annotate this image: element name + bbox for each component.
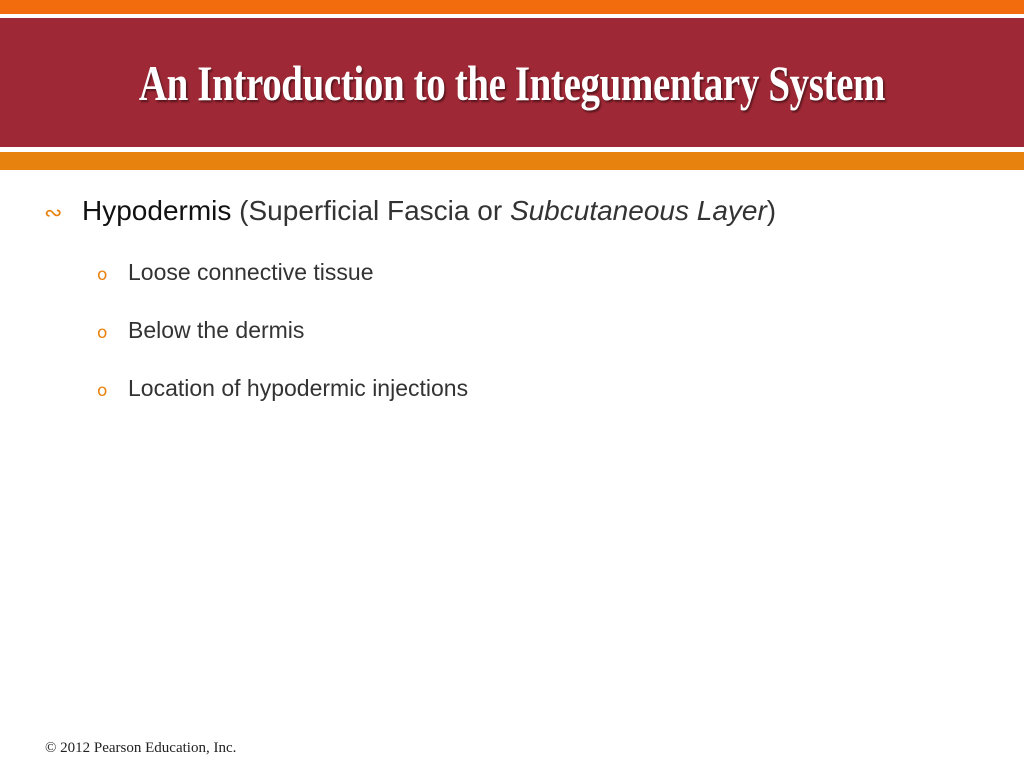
- sub-bullet-label: Below the dermis: [128, 317, 305, 343]
- bullet-hypodermis: [44, 194, 776, 228]
- paren-close: ): [766, 195, 777, 226]
- copyright-footer: © 2012 Pearson Education, Inc.: [45, 740, 237, 756]
- bullet-text-italic: Subcutaneous Layer: [509, 195, 767, 226]
- ornament-bullet-icon: ∾: [44, 201, 63, 226]
- sub-bullet-below-dermis: [97, 317, 304, 344]
- slide-title: An Introduction to the Integumentary System: [138, 54, 886, 111]
- sub-bullet-injections: [97, 375, 468, 402]
- bullet-text-part1: Superficial Fascia or: [248, 195, 510, 226]
- bullet-term: Hypodermis: [82, 195, 232, 226]
- sub-bullet-label: Location of hypodermic injections: [128, 375, 469, 401]
- sub-bullet-loose-connective: [97, 259, 374, 286]
- circle-bullet-icon: o: [97, 265, 108, 285]
- sub-bullet-label: Loose connective tissue: [128, 259, 374, 285]
- bullet-text: [82, 194, 776, 228]
- circle-bullet-icon: o: [97, 323, 108, 343]
- circle-bullet-icon: o: [97, 381, 108, 401]
- paren-open: (: [239, 195, 249, 226]
